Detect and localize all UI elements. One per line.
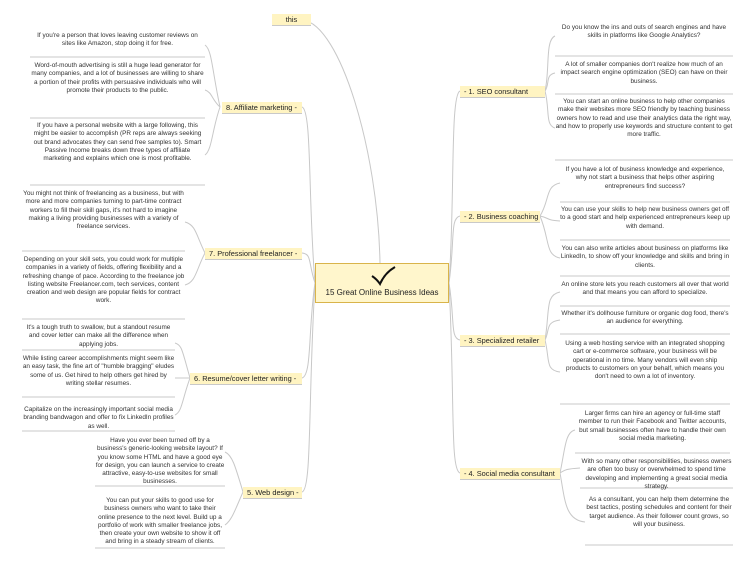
note-affiliate-1: If you're a person that loves leaving customer reviews on sites like Amazon, stop doing it for free. [37,32,198,48]
note-freelancer-1: You might not think of freelancing as a business, but with more and more companies turning to part-time contract workers to fill their skill gaps, it's not hard to imagine making a living providing businesses with a variety of freelance services. [23,190,184,231]
note-affiliate-3: If you have a personal website with a large following, this might be easier to accomplish (PR reps are always seeking out brand advocates they can send free samples to). Smart Passive Income breaks down three types of affiliate marketing and explains which one is most profitable. [33,122,202,163]
note-webdesign-1: Have you ever been turned off by a business's generic-looking website layout? If you know some HTML and have a good eye for design, you can launch a service to create attractive, easy-to-use websites for small businesses. [95,437,225,486]
note-coaching-3: You can also write articles about business on platforms like LinkedIn, to show off your knowledge and skills and bring in clients. [560,245,730,269]
branch-label: 6. Resume/cover letter writing - [194,374,297,383]
note-social-1: Larger firms can hire an agency or full-time staff member to run their Facebook and Twitter accounts, but small businesses often have to handle their own social media marketing. [578,410,727,442]
note-resume-3: Capitalize on the increasingly important social media branding bandwagon and offer to fix LinkedIn profiles as well. [23,406,174,430]
note-seo-2: A lot of smaller companies don't realize how much of an impact search engine optimization (SEO) can have on their business. [560,61,728,85]
branch-affiliate-marketing[interactable] [222,102,302,114]
note-coaching-2: You can use your skills to help new business owners get off to a good start and help experienced entrepreneurs keep up with demand. [560,206,730,230]
top-node-this[interactable] [272,14,311,26]
branch-specialized-retailer[interactable] [460,335,545,347]
central-topic[interactable] [315,263,449,303]
branch-label: - 3. Specialized retailer [464,336,540,345]
branch-social-media-consultant[interactable] [460,468,560,480]
note-webdesign-2: You can put your skills to good use for business owners who want to take their online presence to the next level. Build up a portfolio of work with smaller freelance jobs, then create your own website to show it off and bring in a steady stream of clients. [98,497,222,546]
checkmark-icon [370,266,396,286]
note-social-3: As a consultant, you can help them determine the best tactics, posting schedules and content for their target audience. As their follower count grows, so will your business. [586,496,732,528]
note-social-2: With so many other responsibilities, business owners are often too busy or overwhelmed to spend time developing and implementing a great social media strategy. [581,458,732,490]
top-node-label: this [285,15,298,24]
branch-label: - 2. Business coaching [464,212,539,221]
note-retailer-3: Using a web hosting service with an integrated shopping cart or e-commerce software, your business will be operational in no time. Many vendors will even ship products to customers on your behalf, which means you don't need to own a lot of inventory. [565,340,725,381]
note-freelancer-2: Depending on your skill sets, you could work for multiple companies in a variety of fields, offering flexibility and a refreshing change of pace. According to the freelance job listing website Freelancer.com, tech services, content creation and web design are popular fields for contract work. [22,256,185,305]
note-seo-3: You can start an online business to help other companies make their websites more SEO friendly by teaching business owners how to read and use their analytics data the right way, and how to properly use keywords and structure content to get more traffic. [555,98,733,139]
note-resume-1: It's a tough truth to swallow, but a standout resume and cover letter can make all the difference when applying jobs. [26,324,171,348]
branch-professional-freelancer[interactable] [205,248,302,260]
branch-seo-consultant[interactable] [460,86,545,98]
note-retailer-2: Whether it's dollhouse furniture or organic dog food, there's an audience for everything. [561,310,729,326]
branch-resume-cover-letter[interactable] [190,373,302,385]
note-resume-2: While listing career accomplishments might seem like an easy task, the fine art of "humble bragging" eludes some of us. Get hired to help others get hired by writing stellar resumes. [22,355,175,387]
branch-label: - 4. Social media consultant [464,469,555,478]
note-retailer-1: An online store lets you reach customers all over that world and that means you can afford to specialize. [561,281,729,297]
branch-label: - 1. SEO consultant [464,87,529,96]
central-topic-title: 15 Great Online Business Ideas [325,288,439,297]
note-seo-1: Do you know the ins and outs of search engines and have skills in platforms like Google Analytics? [561,24,727,40]
branch-label: 8. Affiliate marketing - [226,103,297,112]
branch-label: 7. Professional freelancer - [209,249,298,258]
note-affiliate-2: Word-of-mouth advertising is still a huge lead generator for many companies, and a lot of businesses are willing to share a portion of their profits with persuasive individuals who will promote their products to the public. [31,62,204,94]
branch-label: 5. Web design - [247,488,299,497]
branch-web-design[interactable] [243,487,302,499]
branch-business-coaching[interactable] [460,211,540,223]
note-coaching-1: If you have a lot of business knowledge and experience, why not start a business that helps other aspiring entrepreneurs find success? [565,166,725,190]
